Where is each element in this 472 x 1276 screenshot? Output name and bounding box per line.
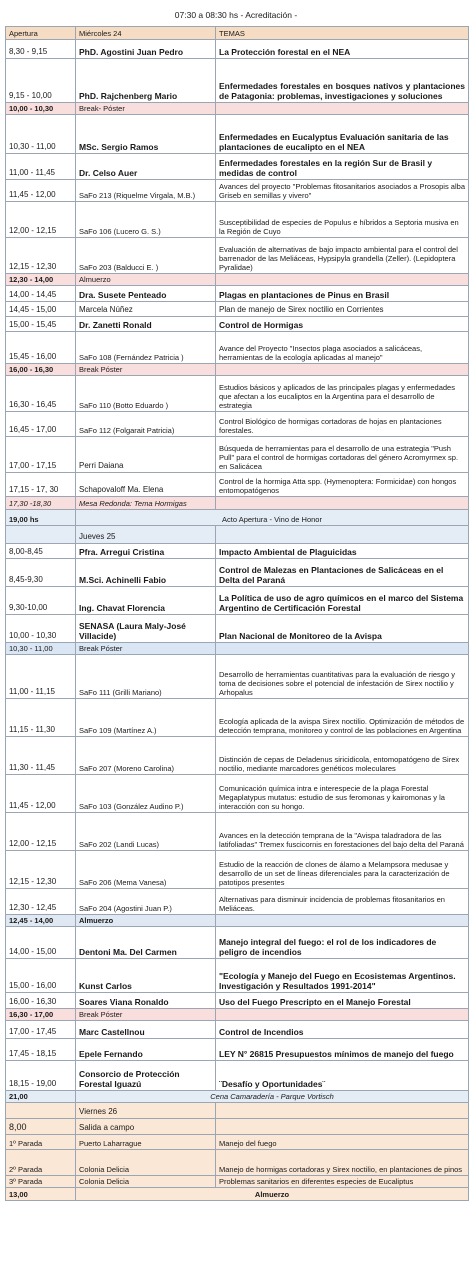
time-cell: 12,00 - 12,15 bbox=[6, 813, 76, 851]
header-day: Miércoles 24 bbox=[76, 27, 216, 40]
time-cell: 8,45-9,30 bbox=[6, 559, 76, 587]
topic-cell: Control de Hormigas bbox=[216, 317, 469, 332]
topic-cell: Búsqueda de herramientas para el desarrollo de una estrategia "Push Pull" para el control de hormigas cortadoras del género Acromyrmex sp. en Salicácea bbox=[216, 437, 469, 473]
table-row bbox=[6, 115, 469, 154]
speaker-cell: SaFo 106 (Lucero G. S.) bbox=[76, 202, 216, 238]
speaker-cell: Mesa Redonda: Tema Hormigas bbox=[76, 497, 216, 510]
time-cell: 10,00 - 10,30 bbox=[6, 615, 76, 643]
time-cell: 12,30 - 14,00 bbox=[6, 274, 76, 286]
round-table-row bbox=[6, 497, 469, 510]
time-cell: 15,45 - 16,00 bbox=[6, 332, 76, 364]
table-row bbox=[6, 473, 469, 497]
topic-cell: Manejo del fuego bbox=[216, 1135, 469, 1150]
time-cell: 11,45 - 12,00 bbox=[6, 180, 76, 202]
time-cell: 11,15 - 11,30 bbox=[6, 699, 76, 737]
time-cell: 11,30 - 11,45 bbox=[6, 737, 76, 775]
speaker-cell: Consorcio de Protección Forestal Iguazú bbox=[76, 1061, 216, 1091]
topic-cell bbox=[216, 915, 469, 927]
day-cell: Viernes 26 bbox=[76, 1103, 216, 1119]
table-row bbox=[6, 1150, 469, 1176]
speaker-cell: Dr. Zanetti Ronald bbox=[76, 317, 216, 332]
speaker-cell: SaFo 111 (Grilli Mariano) bbox=[76, 655, 216, 699]
schedule-table bbox=[5, 26, 469, 1201]
topic-cell: La Política de uso de agro químicos en el marco del Sistema Argentino de Certificación Forestal bbox=[216, 587, 469, 615]
speaker-cell: Salida a campo bbox=[76, 1119, 216, 1135]
speaker-cell: Schapovaloff Ma. Elena bbox=[76, 473, 216, 497]
time-cell: 9,30-10,00 bbox=[6, 587, 76, 615]
topic-cell: Avance del Proyecto "Insectos plaga asociados a salicáceas, herramientas de la ecología aplicadas al manejo" bbox=[216, 332, 469, 364]
day-header-thursday bbox=[6, 526, 469, 544]
time-cell: 15,00 - 15,45 bbox=[6, 317, 76, 332]
table-row bbox=[6, 202, 469, 238]
break-row bbox=[6, 643, 469, 655]
topic-cell: Impacto Ambiental de Plaguicidas bbox=[216, 544, 469, 559]
time-cell: 15,00 - 16,00 bbox=[6, 959, 76, 993]
opening-act-row bbox=[6, 510, 469, 526]
break-row bbox=[6, 364, 469, 376]
topic-cell: Plan Nacional de Monitoreo de la Avispa bbox=[216, 615, 469, 643]
topic-cell: Manejo de hormigas cortadoras y Sirex noctilio, en plantaciones de pinos bbox=[216, 1150, 469, 1176]
table-row bbox=[6, 927, 469, 959]
lunch-row bbox=[6, 274, 469, 286]
time-cell: 10,30 - 11,00 bbox=[6, 115, 76, 154]
topic-cell: Avances en la detección temprana de la "Avispa taladradora de las latifoliadas" Tremex fuscicornis en forestaciones del bajo delta del Paraná bbox=[216, 813, 469, 851]
table-row bbox=[6, 1119, 469, 1135]
topic-cell bbox=[216, 1119, 469, 1135]
speaker-cell: Perri Daiana bbox=[76, 437, 216, 473]
table-row bbox=[6, 655, 469, 699]
table-row bbox=[6, 376, 469, 412]
time-cell: 14,00 - 14,45 bbox=[6, 286, 76, 302]
topic-cell: Control de la hormiga Atta spp. (Hymenoptera: Formicidae) con hongos entomopatógenos bbox=[216, 473, 469, 497]
speaker-cell: Soares Viana Ronaldo bbox=[76, 993, 216, 1009]
time-cell: 12,30 - 12,45 bbox=[6, 889, 76, 915]
speaker-cell: SaFo 109 (Martínez A.) bbox=[76, 699, 216, 737]
day-header-friday bbox=[6, 1103, 469, 1119]
speaker-cell: Almuerzo bbox=[76, 915, 216, 927]
table-row bbox=[6, 699, 469, 737]
break-row bbox=[6, 103, 469, 115]
time-cell: 12,45 - 14,00 bbox=[6, 915, 76, 927]
topic-cell: Desarrollo de herramientas cuantitativas para la evaluación de riesgo y toma de decisiones sobre el potencial de infestación de Sirex noctilio y Arhopalus bbox=[216, 655, 469, 699]
time-cell: 16,45 - 17,00 bbox=[6, 412, 76, 437]
time-cell: 11,45 - 12,00 bbox=[6, 775, 76, 813]
time-cell: 12,15 - 12,30 bbox=[6, 851, 76, 889]
topic-cell: Plagas en plantaciones de Pinus en Brasil bbox=[216, 286, 469, 302]
header-topics: TEMAS bbox=[216, 27, 469, 40]
topic-cell: Ecología aplicada de la avispa Sirex noctilio. Optimización de métodos de detección temprana, monitoreo y control de las poblaciones en Argentina bbox=[216, 699, 469, 737]
time-cell: 10,30 - 11,00 bbox=[6, 643, 76, 655]
speaker-cell: M.Sci. Achinelli Fabio bbox=[76, 559, 216, 587]
topic-cell bbox=[216, 643, 469, 655]
time-cell: 11,00 - 11,15 bbox=[6, 655, 76, 699]
speaker-cell: Marcela Núñez bbox=[76, 302, 216, 317]
table-row bbox=[6, 1021, 469, 1039]
time-cell bbox=[6, 526, 76, 544]
speaker-cell: SaFo 213 (Riquelme Virgala, M.B.) bbox=[76, 180, 216, 202]
speaker-cell: SaFo 207 (Moreno Carolina) bbox=[76, 737, 216, 775]
speaker-cell: SaFo 112 (Folgarait Patricia) bbox=[76, 412, 216, 437]
speaker-cell: Almuerzo bbox=[76, 274, 216, 286]
topic-cell bbox=[216, 1103, 469, 1119]
speaker-cell: Kunst Carlos bbox=[76, 959, 216, 993]
table-row bbox=[6, 412, 469, 437]
time-cell: 11,00 - 11,45 bbox=[6, 154, 76, 180]
time-cell: 12,15 - 12,30 bbox=[6, 238, 76, 274]
speaker-cell: Break Póster bbox=[76, 643, 216, 655]
topic-cell bbox=[216, 1009, 469, 1021]
time-cell: 8,00 bbox=[6, 1119, 76, 1135]
table-row bbox=[6, 993, 469, 1009]
speaker-cell: SaFo 103 (González Audino P.) bbox=[76, 775, 216, 813]
time-cell: 17,00 - 17,45 bbox=[6, 1021, 76, 1039]
time-cell: 8,30 - 9,15 bbox=[6, 40, 76, 59]
table-row bbox=[6, 437, 469, 473]
time-cell: 2º Parada bbox=[6, 1150, 76, 1176]
speaker-cell: SaFo 206 (Mema Vanesa) bbox=[76, 851, 216, 889]
time-cell: 10,00 - 10,30 bbox=[6, 103, 76, 115]
speaker-cell: SaFo 110 (Botto Eduardo ) bbox=[76, 376, 216, 412]
table-row bbox=[6, 1061, 469, 1091]
speaker-cell: Dentoni Ma. Del Carmen bbox=[76, 927, 216, 959]
time-cell: 14,00 - 15,00 bbox=[6, 927, 76, 959]
speaker-cell: SaFo 203 (Balducci E. ) bbox=[76, 238, 216, 274]
topic-cell: Enfermedades forestales en bosques nativos y plantaciones de Patagonia: problemas, investigaciones y soluciones bbox=[216, 59, 469, 103]
speaker-cell: Break Póster bbox=[76, 364, 216, 376]
day-cell: Jueves 25 bbox=[76, 526, 216, 544]
accreditation-title: 07:30 a 08:30 hs - Acreditación - bbox=[174, 10, 298, 20]
time-cell: 16,30 - 17,00 bbox=[6, 1009, 76, 1021]
topic-cell: Control de Malezas en Plantaciones de Salicáceas en el Delta del Paraná bbox=[216, 559, 469, 587]
table-row bbox=[6, 851, 469, 889]
time-cell: 17,45 - 18,15 bbox=[6, 1039, 76, 1061]
speaker-cell: MSc. Sergio Ramos bbox=[76, 115, 216, 154]
table-row bbox=[6, 813, 469, 851]
time-cell: 17,30 -18,30 bbox=[6, 497, 76, 510]
lunch-row bbox=[6, 915, 469, 927]
topic-cell: Estudios básicos y aplicados de las principales plagas y enfermedades que afectan a los eucaliptos en la Argentina para el desarrollo de estrategia bbox=[216, 376, 469, 412]
topic-cell bbox=[216, 274, 469, 286]
table-row bbox=[6, 1039, 469, 1061]
time-cell: 21,00 bbox=[6, 1091, 76, 1103]
table-row bbox=[6, 1176, 469, 1188]
speaker-cell: Break- Póster bbox=[76, 103, 216, 115]
event-cell: Almuerzo bbox=[76, 1188, 469, 1201]
time-cell: 12,00 - 12,15 bbox=[6, 202, 76, 238]
topic-cell: Problemas sanitarios en diferentes especies de Eucaliptus bbox=[216, 1176, 469, 1188]
speaker-cell: Colonia Delicia bbox=[76, 1150, 216, 1176]
table-row bbox=[6, 302, 469, 317]
table-row bbox=[6, 544, 469, 559]
speaker-cell: Dra. Susete Penteado bbox=[76, 286, 216, 302]
time-cell: 1º Parada bbox=[6, 1135, 76, 1150]
speaker-cell: PhD. Rajchenberg Mario bbox=[76, 59, 216, 103]
time-cell: 17,00 - 17,15 bbox=[6, 437, 76, 473]
table-row bbox=[6, 959, 469, 993]
time-cell: 16,00 - 16,30 bbox=[6, 993, 76, 1009]
speaker-cell: SaFo 204 (Agostini Juan P.) bbox=[76, 889, 216, 915]
speaker-cell: Marc Castellnou bbox=[76, 1021, 216, 1039]
dinner-row bbox=[6, 1091, 469, 1103]
time-cell: 17,15 - 17, 30 bbox=[6, 473, 76, 497]
speaker-cell: Pfra. Arregui Cristina bbox=[76, 544, 216, 559]
time-cell: 9,15 - 10,00 bbox=[6, 59, 76, 103]
table-row bbox=[6, 889, 469, 915]
speaker-cell: Colonia Delicia bbox=[76, 1176, 216, 1188]
time-cell: 19,00 hs bbox=[6, 510, 76, 526]
speaker-cell: SaFo 108 (Fernández Patricia ) bbox=[76, 332, 216, 364]
header-row bbox=[6, 27, 469, 40]
topic-cell bbox=[216, 364, 469, 376]
time-cell: 13,00 bbox=[6, 1188, 76, 1201]
table-row bbox=[6, 1135, 469, 1150]
topic-cell bbox=[216, 103, 469, 115]
topic-cell: LEY N° 26815 Presupuestos mínimos de manejo del fuego bbox=[216, 1039, 469, 1061]
table-row bbox=[6, 615, 469, 643]
speaker-cell: SENASA (Laura Maly-José Villacide) bbox=[76, 615, 216, 643]
topic-cell: Estudio de la reacción de clones de álamo a Melampsora medusae y desarrollo de un set de líneas diferenciales para la caracterización de patotipos presentes bbox=[216, 851, 469, 889]
topic-cell: Alternativas para disminuir incidencia de problemas fitosanitarios en Meliáceas. bbox=[216, 889, 469, 915]
topic-cell: Avances del proyecto "Problemas fitosanitarios asociados a Prosopis alba Griseb en semillas y vivero" bbox=[216, 180, 469, 202]
topic-cell bbox=[216, 497, 469, 510]
event-cell: Acto Apertura - Vino de Honor bbox=[76, 510, 469, 526]
event-cell: Cena Camaradería - Parque Vortisch bbox=[76, 1091, 469, 1103]
table-row bbox=[6, 154, 469, 180]
time-cell bbox=[6, 1103, 76, 1119]
topic-cell: "Ecología y Manejo del Fuego en Ecosistemas Argentinos. Investigación y Resultados 1991-2014" bbox=[216, 959, 469, 993]
time-cell: 18,15 - 19,00 bbox=[6, 1061, 76, 1091]
table-row bbox=[6, 238, 469, 274]
header-time: Apertura bbox=[6, 27, 76, 40]
topic-cell: Distinción de cepas de Deladenus siricidicola, entomopatógeno de Sirex noctilio, mediante marcadores genéticos moleculares bbox=[216, 737, 469, 775]
table-row bbox=[6, 737, 469, 775]
topic-cell: Susceptibilidad de especies de Populus e híbridos a Septoria musiva en la Región de Cuyo bbox=[216, 202, 469, 238]
table-row bbox=[6, 286, 469, 302]
time-cell: 3º Parada bbox=[6, 1176, 76, 1188]
speaker-cell: PhD. Agostini Juan Pedro bbox=[76, 40, 216, 59]
time-cell: 14,45 - 15,00 bbox=[6, 302, 76, 317]
topic-cell bbox=[216, 526, 469, 544]
speaker-cell: Ing. Chavat Florencia bbox=[76, 587, 216, 615]
table-row bbox=[6, 775, 469, 813]
topic-cell: Evaluación de alternativas de bajo impacto ambiental para el control del barrenador de las Meliáceas, Hypsipyla grandella (Zeller). (Lepidoptera Pyralidae) bbox=[216, 238, 469, 274]
topic-cell: Control de Incendios bbox=[216, 1021, 469, 1039]
speaker-cell: Break Póster bbox=[76, 1009, 216, 1021]
table-row bbox=[6, 559, 469, 587]
time-cell: 16,00 - 16,30 bbox=[6, 364, 76, 376]
topic-cell: Enfermedades en Eucalyptus Evaluación sanitaria de las plantaciones de eucalipto en el NEA bbox=[216, 115, 469, 154]
topic-cell: Comunicación química intra e interespecie de la plaga Forestal Megaplatypus mutatus: estudio de sus feromonas y kairomonas y la interacción con su hongo. bbox=[216, 775, 469, 813]
topic-cell: Plan de manejo de Sirex noctilio en Corrientes bbox=[216, 302, 469, 317]
topic-cell: Enfermedades forestales en la región Sur de Brasil y medidas de control bbox=[216, 154, 469, 180]
table-row bbox=[6, 332, 469, 364]
speaker-cell: Epele Fernando bbox=[76, 1039, 216, 1061]
topic-cell: Uso del Fuego Prescripto en el Manejo Forestal bbox=[216, 993, 469, 1009]
speaker-cell: Puerto Laharrague bbox=[76, 1135, 216, 1150]
topic-cell: Control Biológico de hormigas cortadoras de hojas en plantaciones forestales. bbox=[216, 412, 469, 437]
topic-cell: ¨Desafío y Oportunidades¨ bbox=[216, 1061, 469, 1091]
time-cell: 16,30 - 16,45 bbox=[6, 376, 76, 412]
table-row bbox=[6, 587, 469, 615]
break-row bbox=[6, 1009, 469, 1021]
lunch-row bbox=[6, 1188, 469, 1201]
table-row bbox=[6, 317, 469, 332]
table-row bbox=[6, 180, 469, 202]
topic-cell: Manejo integral del fuego: el rol de los indicadores de peligro de incendios bbox=[216, 927, 469, 959]
topic-cell: La Protección forestal en el NEA bbox=[216, 40, 469, 59]
speaker-cell: SaFo 202 (Landi Lucas) bbox=[76, 813, 216, 851]
speaker-cell: Dr. Celso Auer bbox=[76, 154, 216, 180]
table-row bbox=[6, 40, 469, 59]
table-row bbox=[6, 59, 469, 103]
time-cell: 8,00-8,45 bbox=[6, 544, 76, 559]
